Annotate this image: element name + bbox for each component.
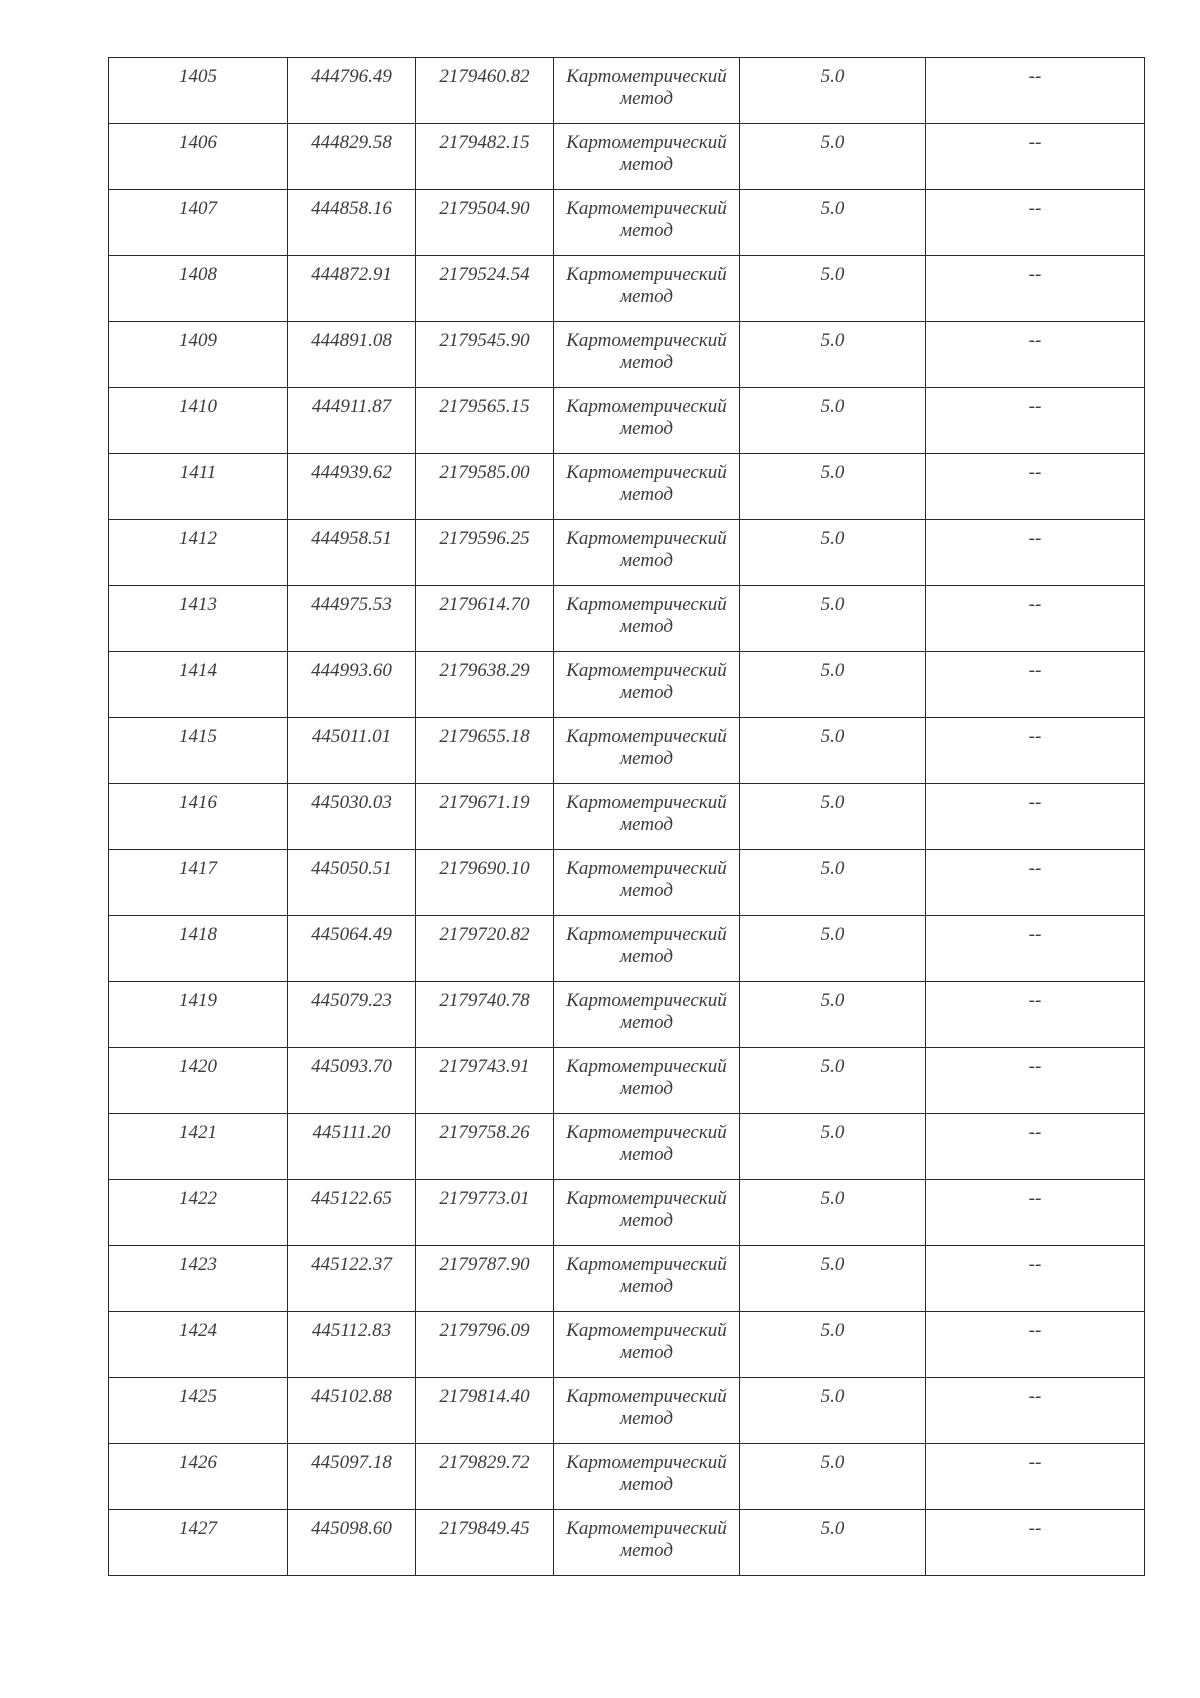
accuracy-cell: 5.0: [740, 718, 926, 784]
method-cell: Картометрический метод: [554, 520, 740, 586]
x-coordinate-cell: 444911.87: [288, 388, 416, 454]
accuracy-cell: 5.0: [740, 652, 926, 718]
accuracy-cell: 5.0: [740, 58, 926, 124]
x-coordinate-cell: 445011.01: [288, 718, 416, 784]
point-number-cell: 1413: [109, 586, 288, 652]
note-cell: --: [926, 784, 1145, 850]
note-cell: --: [926, 1180, 1145, 1246]
method-cell: Картометрический метод: [554, 124, 740, 190]
coordinates-table-body: [109, 58, 1145, 1576]
method-cell: Картометрический метод: [554, 916, 740, 982]
point-number-cell: 1418: [109, 916, 288, 982]
method-cell: Картометрический метод: [554, 718, 740, 784]
x-coordinate-cell: 445064.49: [288, 916, 416, 982]
y-coordinate-cell: 2179524.54: [416, 256, 554, 322]
accuracy-cell: 5.0: [740, 1114, 926, 1180]
note-cell: --: [926, 1114, 1145, 1180]
x-coordinate-cell: 444975.53: [288, 586, 416, 652]
x-coordinate-cell: 444993.60: [288, 652, 416, 718]
note-cell: --: [926, 256, 1145, 322]
table-row: [109, 388, 1145, 454]
method-cell: Картометрический метод: [554, 1378, 740, 1444]
y-coordinate-cell: 2179690.10: [416, 850, 554, 916]
table-row: [109, 190, 1145, 256]
x-coordinate-cell: 444891.08: [288, 322, 416, 388]
x-coordinate-cell: 444872.91: [288, 256, 416, 322]
point-number-cell: 1427: [109, 1510, 288, 1576]
table-row: [109, 124, 1145, 190]
note-cell: --: [926, 1378, 1145, 1444]
table-row: [109, 1114, 1145, 1180]
method-cell: Картометрический метод: [554, 1444, 740, 1510]
method-cell: Картометрический метод: [554, 1180, 740, 1246]
table-row: [109, 916, 1145, 982]
y-coordinate-cell: 2179655.18: [416, 718, 554, 784]
accuracy-cell: 5.0: [740, 784, 926, 850]
note-cell: --: [926, 586, 1145, 652]
point-number-cell: 1410: [109, 388, 288, 454]
accuracy-cell: 5.0: [740, 1312, 926, 1378]
accuracy-cell: 5.0: [740, 454, 926, 520]
method-cell: Картометрический метод: [554, 256, 740, 322]
point-number-cell: 1416: [109, 784, 288, 850]
table-row: [109, 256, 1145, 322]
table-row: [109, 520, 1145, 586]
x-coordinate-cell: 444858.16: [288, 190, 416, 256]
note-cell: --: [926, 982, 1145, 1048]
table-row: [109, 1048, 1145, 1114]
method-cell: Картометрический метод: [554, 1510, 740, 1576]
method-cell: Картометрический метод: [554, 784, 740, 850]
y-coordinate-cell: 2179596.25: [416, 520, 554, 586]
y-coordinate-cell: 2179638.29: [416, 652, 554, 718]
point-number-cell: 1421: [109, 1114, 288, 1180]
accuracy-cell: 5.0: [740, 520, 926, 586]
accuracy-cell: 5.0: [740, 1246, 926, 1312]
y-coordinate-cell: 2179720.82: [416, 916, 554, 982]
note-cell: --: [926, 124, 1145, 190]
y-coordinate-cell: 2179740.78: [416, 982, 554, 1048]
method-cell: Картометрический метод: [554, 190, 740, 256]
method-cell: Картометрический метод: [554, 1114, 740, 1180]
point-number-cell: 1422: [109, 1180, 288, 1246]
x-coordinate-cell: 445102.88: [288, 1378, 416, 1444]
note-cell: --: [926, 1048, 1145, 1114]
note-cell: --: [926, 850, 1145, 916]
y-coordinate-cell: 2179743.91: [416, 1048, 554, 1114]
method-cell: Картометрический метод: [554, 388, 740, 454]
point-number-cell: 1420: [109, 1048, 288, 1114]
point-number-cell: 1424: [109, 1312, 288, 1378]
accuracy-cell: 5.0: [740, 1048, 926, 1114]
point-number-cell: 1409: [109, 322, 288, 388]
x-coordinate-cell: 445030.03: [288, 784, 416, 850]
y-coordinate-cell: 2179585.00: [416, 454, 554, 520]
table-row: [109, 454, 1145, 520]
note-cell: --: [926, 190, 1145, 256]
method-cell: Картометрический метод: [554, 58, 740, 124]
note-cell: --: [926, 58, 1145, 124]
table-row: [109, 784, 1145, 850]
point-number-cell: 1407: [109, 190, 288, 256]
note-cell: --: [926, 1444, 1145, 1510]
x-coordinate-cell: 445112.83: [288, 1312, 416, 1378]
accuracy-cell: 5.0: [740, 256, 926, 322]
accuracy-cell: 5.0: [740, 1378, 926, 1444]
x-coordinate-cell: 445098.60: [288, 1510, 416, 1576]
y-coordinate-cell: 2179829.72: [416, 1444, 554, 1510]
method-cell: Картометрический метод: [554, 1048, 740, 1114]
point-number-cell: 1414: [109, 652, 288, 718]
note-cell: --: [926, 718, 1145, 784]
accuracy-cell: 5.0: [740, 322, 926, 388]
y-coordinate-cell: 2179504.90: [416, 190, 554, 256]
note-cell: --: [926, 1246, 1145, 1312]
note-cell: --: [926, 1312, 1145, 1378]
point-number-cell: 1412: [109, 520, 288, 586]
x-coordinate-cell: 445122.37: [288, 1246, 416, 1312]
accuracy-cell: 5.0: [740, 388, 926, 454]
y-coordinate-cell: 2179814.40: [416, 1378, 554, 1444]
x-coordinate-cell: 445079.23: [288, 982, 416, 1048]
y-coordinate-cell: 2179614.70: [416, 586, 554, 652]
accuracy-cell: 5.0: [740, 1180, 926, 1246]
y-coordinate-cell: 2179545.90: [416, 322, 554, 388]
y-coordinate-cell: 2179565.15: [416, 388, 554, 454]
point-number-cell: 1423: [109, 1246, 288, 1312]
y-coordinate-cell: 2179787.90: [416, 1246, 554, 1312]
method-cell: Картометрический метод: [554, 850, 740, 916]
table-row: [109, 1180, 1145, 1246]
point-number-cell: 1405: [109, 58, 288, 124]
table-row: [109, 58, 1145, 124]
method-cell: Картометрический метод: [554, 652, 740, 718]
table-row: [109, 1312, 1145, 1378]
method-cell: Картометрический метод: [554, 586, 740, 652]
note-cell: --: [926, 322, 1145, 388]
note-cell: --: [926, 916, 1145, 982]
x-coordinate-cell: 445122.65: [288, 1180, 416, 1246]
x-coordinate-cell: 445050.51: [288, 850, 416, 916]
table-row: [109, 850, 1145, 916]
x-coordinate-cell: 445097.18: [288, 1444, 416, 1510]
table-row: [109, 652, 1145, 718]
method-cell: Картометрический метод: [554, 454, 740, 520]
accuracy-cell: 5.0: [740, 1510, 926, 1576]
point-number-cell: 1415: [109, 718, 288, 784]
y-coordinate-cell: 2179482.15: [416, 124, 554, 190]
accuracy-cell: 5.0: [740, 982, 926, 1048]
table-row: [109, 718, 1145, 784]
point-number-cell: 1408: [109, 256, 288, 322]
y-coordinate-cell: 2179773.01: [416, 1180, 554, 1246]
x-coordinate-cell: 444796.49: [288, 58, 416, 124]
note-cell: --: [926, 388, 1145, 454]
table-row: [109, 322, 1145, 388]
point-number-cell: 1411: [109, 454, 288, 520]
point-number-cell: 1406: [109, 124, 288, 190]
table-row: [109, 1246, 1145, 1312]
x-coordinate-cell: 445111.20: [288, 1114, 416, 1180]
x-coordinate-cell: 444958.51: [288, 520, 416, 586]
point-number-cell: 1426: [109, 1444, 288, 1510]
accuracy-cell: 5.0: [740, 124, 926, 190]
y-coordinate-cell: 2179758.26: [416, 1114, 554, 1180]
accuracy-cell: 5.0: [740, 1444, 926, 1510]
x-coordinate-cell: 444939.62: [288, 454, 416, 520]
point-number-cell: 1417: [109, 850, 288, 916]
y-coordinate-cell: 2179460.82: [416, 58, 554, 124]
y-coordinate-cell: 2179671.19: [416, 784, 554, 850]
method-cell: Картометрический метод: [554, 1312, 740, 1378]
coordinates-table: [108, 57, 1145, 1576]
note-cell: --: [926, 652, 1145, 718]
table-row: [109, 1444, 1145, 1510]
point-number-cell: 1419: [109, 982, 288, 1048]
x-coordinate-cell: 444829.58: [288, 124, 416, 190]
method-cell: Картометрический метод: [554, 982, 740, 1048]
note-cell: --: [926, 454, 1145, 520]
method-cell: Картометрический метод: [554, 322, 740, 388]
method-cell: Картометрический метод: [554, 1246, 740, 1312]
table-row: [109, 1510, 1145, 1576]
y-coordinate-cell: 2179796.09: [416, 1312, 554, 1378]
x-coordinate-cell: 445093.70: [288, 1048, 416, 1114]
point-number-cell: 1425: [109, 1378, 288, 1444]
note-cell: --: [926, 520, 1145, 586]
accuracy-cell: 5.0: [740, 916, 926, 982]
accuracy-cell: 5.0: [740, 850, 926, 916]
table-row: [109, 586, 1145, 652]
table-row: [109, 1378, 1145, 1444]
accuracy-cell: 5.0: [740, 586, 926, 652]
y-coordinate-cell: 2179849.45: [416, 1510, 554, 1576]
note-cell: --: [926, 1510, 1145, 1576]
table-row: [109, 982, 1145, 1048]
accuracy-cell: 5.0: [740, 190, 926, 256]
